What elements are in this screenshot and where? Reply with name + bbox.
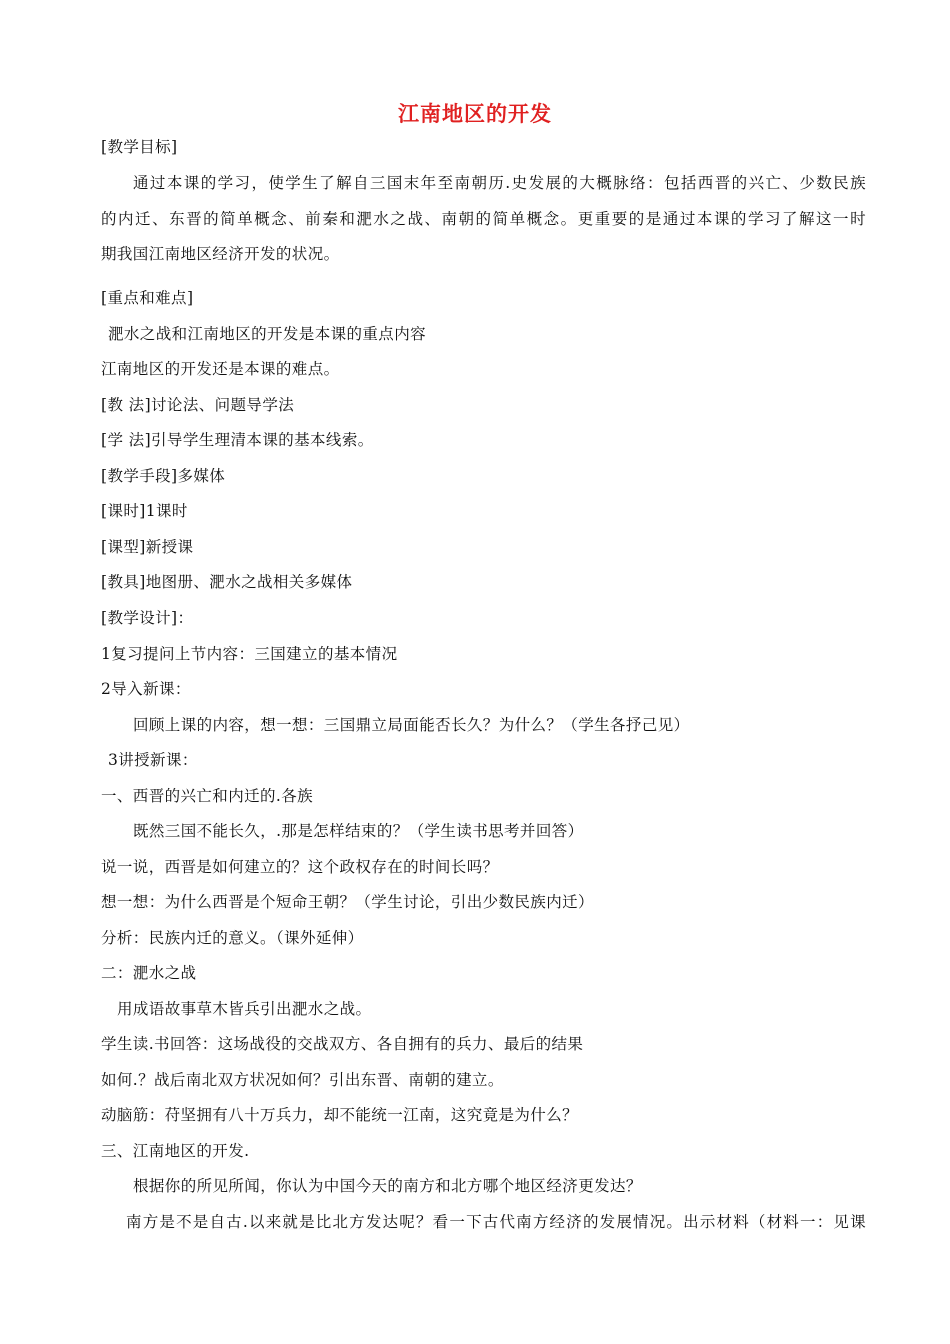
paragraph-line: 学生读.书回答：这场战役的交战双方、各自拥有的兵力、最后的结果 bbox=[101, 1035, 584, 1053]
section-heading: 三、江南地区的开发. bbox=[101, 1142, 250, 1160]
section-label-class-hours: [课时]1课时 bbox=[101, 502, 188, 520]
paragraph-line: 动脑筋：苻坚拥有八十万兵力，却不能统一江南，这究竟是为什么？ bbox=[101, 1106, 579, 1124]
paragraph-line: 既然三国不能长久，.那是怎样结束的？（学生读书思考并回答） bbox=[133, 822, 584, 840]
section-label-teaching-means: [教学手段]多媒体 bbox=[101, 467, 226, 485]
section-label-teaching-method: [教 法]讨论法、问题导学法 bbox=[101, 396, 295, 414]
paragraph-line: 1复习提问上节内容：三国建立的基本情况 bbox=[101, 645, 398, 663]
paragraph-line: 说一说，西晋是如何建立的？这个政权存在的时间长吗？ bbox=[101, 858, 499, 876]
section-heading: 二：淝水之战 bbox=[101, 964, 197, 982]
section-label-key-points: [重点和难点] bbox=[101, 289, 194, 307]
paragraph-line: 回顾上课的内容，想一想：三国鼎立局面能否长久？为什么？（学生各抒己见） bbox=[133, 716, 690, 734]
paragraph-line: 用成语故事草木皆兵引出淝水之战。 bbox=[117, 1000, 372, 1018]
document-title: 江南地区的开发 bbox=[398, 102, 552, 126]
paragraph-line: 的内迁、东晋的简单概念、前秦和淝水之战、南朝的简单概念。更重要的是通过本课的学习了解这一时 bbox=[101, 210, 866, 228]
paragraph-line: 根据你的所见所闻，你认为中国今天的南方和北方哪个地区经济更发达？ bbox=[133, 1177, 642, 1195]
section-label-teaching-aids: [教具]地图册、淝水之战相关多媒体 bbox=[101, 573, 353, 591]
paragraph-line: 淝水之战和江南地区的开发是本课的重点内容 bbox=[108, 325, 427, 343]
paragraph-line: 南方是不是自古.以来就是比北方发达呢？看一下古代南方经济的发展情况。出示材料（材料一：见课 bbox=[126, 1213, 866, 1231]
section-heading: 一、西晋的兴亡和内迁的.各族 bbox=[101, 787, 314, 805]
paragraph-line: 分析：民族内迁的意义。（课外延伸） bbox=[101, 929, 364, 947]
section-label-learning-method: [学 法]引导学生理清本课的基本线索。 bbox=[101, 431, 374, 449]
paragraph-line: 通过本课的学习，使学生了解自三国末年至南朝历.史发展的大概脉络：包括西晋的兴亡、少数民族 bbox=[133, 174, 866, 192]
section-label-teaching-design: [教学设计]： bbox=[101, 609, 194, 627]
section-label-objectives: [教学目标] bbox=[101, 138, 178, 156]
paragraph-line: 3讲授新课： bbox=[108, 751, 198, 769]
paragraph-line: 想一想：为什么西晋是个短命王朝？（学生讨论，引出少数民族内迁） bbox=[101, 893, 594, 911]
section-label-class-type: [课型]新授课 bbox=[101, 538, 194, 556]
paragraph-line: 如何.？战后南北双方状况如何？引出东晋、南朝的建立。 bbox=[101, 1071, 504, 1089]
paragraph-line: 江南地区的开发还是本课的难点。 bbox=[101, 360, 340, 378]
paragraph-line: 2导入新课： bbox=[101, 680, 191, 698]
paragraph-line: 期我国江南地区经济开发的状况。 bbox=[101, 245, 340, 263]
